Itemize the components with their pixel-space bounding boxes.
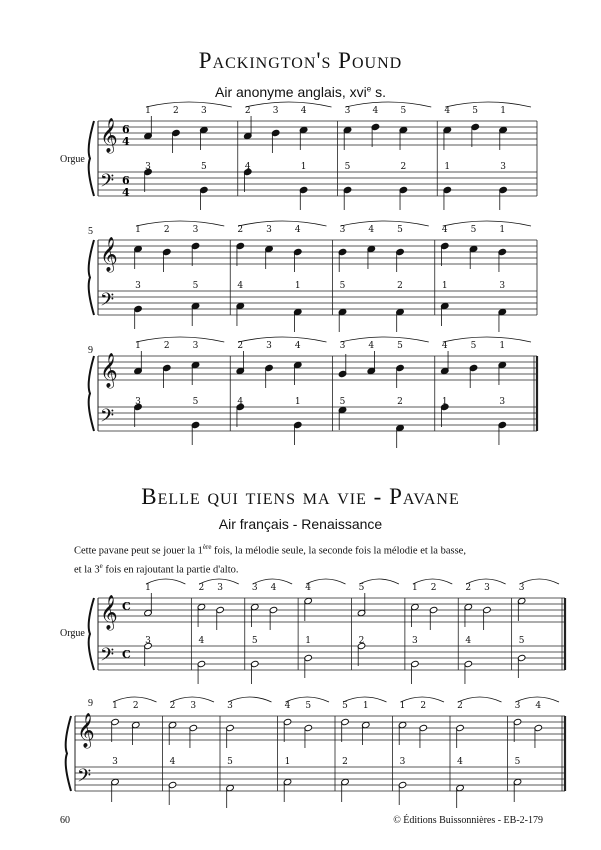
system-brace [89, 356, 94, 431]
measure-number: 5 [88, 226, 93, 237]
piece2-subtitle: Air français - Renaissance [218, 516, 383, 532]
fingering-number: 5 [344, 162, 351, 172]
measure-number: 9 [88, 345, 93, 356]
fingering-number: 3 [499, 397, 506, 407]
fingering-number: 3 [217, 583, 223, 593]
slur [136, 337, 224, 342]
system-brace [89, 598, 94, 670]
fingering-number: 1 [444, 162, 451, 172]
fingering-number: 5 [200, 162, 207, 172]
piece2-intro: Cette pavane peut se jouer la 1ère fois, la mélodie seule, la seconde fois la mélodie et la basse, et la 3e fois en rajoutant la partie d'alto. [74, 543, 466, 575]
fingering-number: 4 [465, 636, 472, 646]
fingering-number: 5 [342, 701, 348, 711]
fingering-number: 2 [430, 583, 437, 593]
instrument-label: Orgue [60, 154, 85, 165]
fingering-number: 5 [227, 757, 233, 767]
fingering-number: 5 [305, 701, 312, 711]
fingering-number: 3 [500, 162, 506, 172]
fingering-number: 4 [457, 757, 463, 767]
fingering-number: 5 [339, 397, 346, 407]
slur [146, 579, 185, 584]
fingering-number: 3 [200, 106, 207, 116]
fingering-number: 1 [300, 162, 307, 172]
slur [443, 337, 531, 342]
fingering-number: 4 [368, 341, 375, 351]
slur [520, 579, 559, 584]
fingering-number: 2 [420, 701, 427, 711]
fingering-number: 5 [192, 281, 199, 291]
fingering-number: 5 [514, 757, 521, 767]
fingering-number: 2 [397, 397, 403, 407]
fingering-number: 4 [535, 701, 542, 711]
clef-glyph: 𝄞 [100, 118, 118, 153]
fingering-number: 3 [514, 701, 521, 711]
fingering-number: 4 [237, 397, 244, 407]
clef-glyph: 𝄞 [100, 595, 118, 630]
fingering-number: 3 [499, 281, 506, 291]
fingering-number: 4 [441, 225, 448, 235]
time-signature: 4 [122, 135, 130, 148]
fingering-number: 3 [266, 225, 272, 235]
fingering-number: 5 [251, 636, 258, 646]
piece1-title: Packington's Pound [198, 48, 403, 73]
fingering-number: 1 [145, 583, 151, 593]
instrument-label: Orgue [60, 628, 85, 639]
clef-glyph: 𝄢 [100, 406, 115, 431]
fingering-number: 1 [499, 341, 506, 351]
fingering-number: 1 [294, 397, 301, 407]
slur [360, 579, 399, 584]
fingering-number: 2 [237, 225, 244, 235]
fingering-number: 4 [305, 583, 311, 593]
system-brace [89, 121, 94, 196]
fingering-number: 3 [145, 162, 151, 172]
fingering-number: 2 [358, 636, 365, 646]
time-signature: 6 [122, 123, 130, 136]
fingering-number: 1 [145, 106, 151, 116]
fingering-number: 2 [237, 341, 244, 351]
fingering-number: 4 [294, 341, 301, 351]
fingering-number: 3 [112, 757, 118, 767]
fingering-number: 5 [192, 397, 199, 407]
fingering-number: 2 [173, 106, 179, 116]
measure-number: 9 [88, 698, 93, 709]
fingering-number: 3 [192, 225, 199, 235]
slur [443, 221, 531, 226]
fingering-number: 4 [198, 636, 205, 646]
fingering-number: 1 [305, 636, 311, 646]
fingering-number: 4 [368, 225, 375, 235]
fingering-number: 1 [362, 701, 369, 711]
fingering-number: 1 [135, 225, 141, 235]
fingering-number: 2 [163, 341, 170, 351]
system-brace [89, 240, 94, 315]
publisher-credit: © Éditions Buissonnières - EB-2-179 [393, 815, 543, 826]
fingering-number: 1 [135, 341, 141, 351]
slur [146, 102, 232, 107]
fingering-number: 3 [412, 636, 418, 646]
fingering-number: 4 [237, 281, 244, 291]
piece1-subtitle: Air anonyme anglais, xvi$^e$ s. [215, 84, 386, 100]
fingering-number: 2 [400, 162, 407, 172]
time-signature: C [122, 600, 131, 613]
fingering-number: 3 [190, 701, 197, 711]
fingering-number: 3 [272, 106, 279, 116]
fingering-number: 5 [397, 341, 403, 351]
fingering-number: 2 [132, 701, 139, 711]
clef-glyph: 𝄞 [77, 713, 95, 748]
fingering-number: 5 [400, 106, 407, 116]
fingering-number: 5 [397, 225, 403, 235]
fingering-number: 1 [112, 701, 118, 711]
fingering-number: 3 [484, 583, 490, 593]
slur [238, 337, 326, 342]
fingering-number: 4 [300, 106, 307, 116]
slur [136, 221, 224, 226]
fingering-number: 3 [135, 397, 141, 407]
time-signature: 6 [122, 174, 130, 187]
fingering-number: 5 [470, 225, 477, 235]
fingering-number: 4 [441, 341, 448, 351]
fingering-number: 1 [399, 701, 406, 711]
fingering-number: 3 [135, 281, 141, 291]
fingering-number: 3 [192, 341, 199, 351]
fingering-number: 3 [266, 341, 272, 351]
fingering-number: 1 [412, 583, 418, 593]
fingering-number: 3 [145, 636, 151, 646]
fingering-number: 1 [500, 106, 506, 116]
fingering-number: 2 [244, 106, 251, 116]
clef-glyph: 𝄞 [100, 353, 118, 388]
fingering-number: 4 [294, 225, 301, 235]
time-signature: C [122, 648, 131, 661]
slur [306, 579, 345, 584]
fingering-number: 5 [518, 636, 525, 646]
fingering-number: 3 [518, 583, 525, 593]
system-brace [66, 716, 71, 791]
fingering-number: 3 [399, 757, 406, 767]
fingering-number: 3 [344, 106, 351, 116]
time-signature: 4 [122, 186, 130, 199]
clef-glyph: 𝄢 [100, 290, 115, 315]
fingering-number: 4 [169, 757, 176, 767]
fingering-number: 2 [198, 583, 205, 593]
fingering-number: 3 [251, 583, 258, 593]
fingering-number: 5 [470, 341, 477, 351]
fingering-number: 2 [169, 701, 176, 711]
fingering-number: 5 [472, 106, 479, 116]
slur [228, 697, 272, 702]
fingering-number: 2 [457, 701, 463, 711]
fingering-number: 4 [284, 701, 291, 711]
fingering-number: 2 [163, 225, 170, 235]
clef-glyph: 𝄢 [77, 766, 92, 791]
clef-glyph: 𝄞 [100, 237, 118, 272]
fingering-number: 3 [339, 225, 346, 235]
fingering-number: 4 [270, 583, 277, 593]
fingering-number: 1 [284, 757, 291, 767]
piece2-title: Belle qui tiens ma vie - Pavane [141, 484, 460, 509]
fingering-number: 2 [465, 583, 472, 593]
slur [341, 221, 429, 226]
slur [341, 337, 429, 342]
fingering-number: 5 [358, 583, 365, 593]
slur [445, 102, 531, 107]
fingering-number: 4 [244, 162, 251, 172]
fingering-number: 3 [339, 341, 346, 351]
slur [246, 102, 332, 107]
slur [346, 102, 432, 107]
slur [458, 697, 502, 702]
fingering-number: 2 [342, 757, 348, 767]
fingering-number: 3 [227, 701, 233, 711]
fingering-number: 5 [339, 281, 346, 291]
fingering-number: 1 [294, 281, 301, 291]
fingering-number: 1 [441, 281, 448, 291]
fingering-number: 4 [444, 106, 451, 116]
slur [238, 221, 326, 226]
clef-glyph: 𝄢 [100, 645, 115, 670]
fingering-number: 1 [441, 397, 448, 407]
fingering-number: 4 [372, 106, 379, 116]
fingering-number: 1 [499, 225, 506, 235]
clef-glyph: 𝄢 [100, 171, 115, 196]
fingering-number: 2 [397, 281, 403, 291]
page-number: 60 [60, 815, 70, 826]
